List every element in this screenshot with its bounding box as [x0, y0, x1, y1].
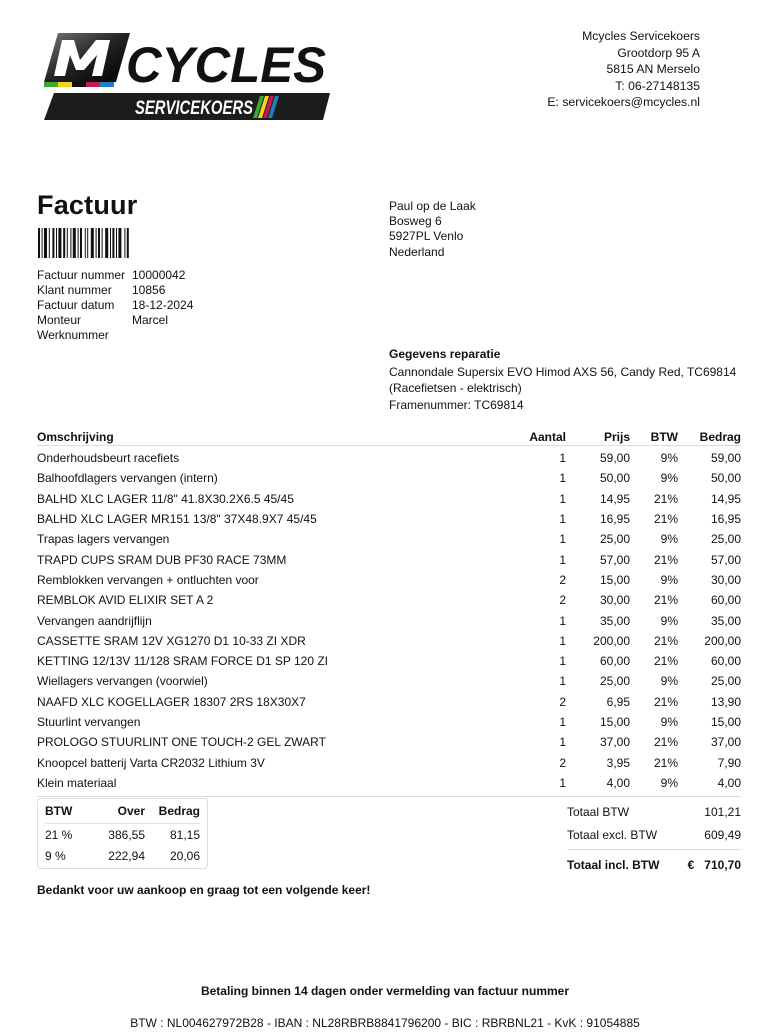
vat-amount: 20,06 — [169, 848, 200, 863]
repair-category: (Racefietsen - elektrisch) — [389, 381, 522, 395]
item-amount: 57,00 — [710, 552, 741, 567]
repair-title: Gegevens reparatie — [389, 347, 501, 361]
item-qty: 1 — [559, 532, 566, 547]
item-amount: 35,00 — [710, 613, 741, 628]
item-price: 25,00 — [599, 532, 630, 547]
item-price: 50,00 — [599, 471, 630, 486]
item-price: 35,00 — [599, 613, 630, 628]
item-price: 30,00 — [599, 593, 630, 608]
total-incl-amount — [688, 858, 741, 872]
header-description: Omschrijving — [37, 429, 114, 444]
item-qty: 2 — [559, 572, 566, 587]
item-description: Stuurlint vervangen — [37, 715, 141, 729]
meta-value: Marcel — [132, 313, 169, 327]
item-vat: 21% — [653, 593, 678, 608]
item-price: 57,00 — [599, 552, 630, 567]
total-incl-value: 710,70 — [704, 858, 741, 872]
table-row — [37, 631, 741, 651]
customer-country: Nederland — [389, 244, 445, 259]
table-row — [37, 773, 741, 793]
item-amount: 15,00 — [710, 715, 741, 729]
item-vat: 9% — [660, 532, 678, 547]
item-qty: 1 — [559, 633, 566, 648]
item-price: 3,95 — [606, 755, 630, 770]
item-amount: 200,00 — [704, 633, 741, 648]
logo-color-stripe — [72, 82, 86, 87]
customer-street: Bosweg 6 — [389, 214, 442, 229]
total-excl-row — [567, 823, 741, 846]
item-vat: 9% — [660, 572, 678, 587]
items-divider — [37, 796, 741, 797]
item-qty: 1 — [559, 735, 566, 750]
company-logo — [40, 30, 332, 122]
item-vat: 21% — [653, 755, 678, 770]
logo-color-stripe — [44, 82, 58, 87]
vat-rate: 21 % — [45, 827, 73, 842]
table-row — [37, 692, 741, 712]
vat-header-over: Over — [117, 804, 145, 818]
total-excl-label: Totaal excl. BTW — [567, 827, 658, 842]
vat-over: 222,94 — [108, 848, 145, 863]
barcode-icon — [38, 228, 160, 258]
item-description: CASSETTE SRAM 12V XG1270 D1 10-33 ZI XDR — [37, 633, 306, 648]
item-qty: 1 — [559, 775, 566, 790]
logo-brand-text: CYCLES — [126, 37, 326, 93]
meta-value: 10856 — [132, 283, 166, 297]
item-price: 14,95 — [599, 491, 630, 506]
header-vat: BTW — [650, 429, 678, 444]
table-row — [37, 509, 741, 529]
item-description: BALHD XLC LAGER MR151 13/8" 37X48.9X7 45/45 — [37, 512, 317, 527]
vat-header-rate: BTW — [45, 804, 73, 818]
item-description: NAAFD XLC KOGELLAGER 18307 2RS 18X30X7 — [37, 694, 306, 709]
item-qty: 1 — [559, 613, 566, 628]
company-city: 5815 AN Merselo — [606, 62, 700, 76]
item-price: 15,00 — [599, 715, 630, 729]
item-description: PROLOGO STUURLINT ONE TOUCH-2 GEL ZWART — [37, 735, 326, 750]
table-row — [37, 651, 741, 671]
vat-summary-row — [45, 845, 200, 866]
item-vat: 9% — [660, 613, 678, 628]
vat-summary-row — [45, 824, 200, 845]
item-description: Klein materiaal — [37, 775, 117, 790]
meta-label: Klant nummer — [37, 283, 112, 297]
item-qty: 1 — [559, 512, 566, 527]
company-name: Mcycles Servicekoers — [582, 29, 700, 43]
customer-name: Paul op de Laak — [389, 199, 476, 213]
table-row — [37, 671, 741, 691]
header-qty: Aantal — [529, 429, 566, 444]
logo-color-stripe — [86, 82, 100, 87]
totals — [567, 800, 741, 876]
item-vat: 21% — [653, 512, 678, 527]
item-vat: 9% — [660, 775, 678, 790]
item-amount: 59,00 — [710, 451, 741, 466]
item-price: 15,00 — [599, 572, 630, 587]
items-header — [37, 428, 741, 446]
total-excl-value: 609,49 — [704, 827, 741, 842]
item-vat: 9% — [660, 674, 678, 689]
item-description: BALHD XLC LAGER 11/8" 41.8X30.2X6.5 45/45 — [37, 491, 294, 506]
header-price: Prijs — [603, 429, 630, 444]
vat-summary-box — [37, 798, 208, 869]
item-amount: 4,00 — [717, 775, 741, 790]
item-price: 59,00 — [599, 451, 630, 466]
item-price: 37,00 — [599, 735, 630, 750]
meta-label: Factuur datum — [37, 298, 115, 312]
meta-row — [37, 298, 193, 313]
customer-address — [389, 199, 476, 260]
repair-frame: Framenummer: TC69814 — [389, 397, 524, 412]
item-qty: 1 — [559, 552, 566, 567]
item-amount: 30,00 — [710, 572, 741, 587]
item-vat: 9% — [660, 715, 678, 729]
item-qty: 2 — [559, 694, 566, 709]
company-street: Grootdorp 95 A — [617, 45, 700, 60]
item-vat: 21% — [653, 491, 678, 506]
item-price: 6,95 — [606, 694, 630, 709]
item-qty: 2 — [559, 593, 566, 608]
table-row — [37, 732, 741, 752]
table-row — [37, 610, 741, 630]
total-vat-row — [567, 800, 741, 823]
meta-row — [37, 268, 193, 283]
table-row — [37, 468, 741, 488]
vat-summary-header — [45, 799, 200, 824]
table-row — [37, 570, 741, 590]
item-description: Trapas lagers vervangen — [37, 532, 170, 547]
payment-terms: Betaling binnen 14 dagen onder vermelding van factuur nummer — [200, 984, 570, 998]
item-vat: 9% — [660, 451, 678, 466]
company-address — [547, 28, 700, 111]
item-qty: 1 — [559, 451, 566, 466]
item-amount: 25,00 — [710, 532, 741, 547]
item-description: KETTING 12/13V 11/128 SRAM FORCE D1 SP 120 ZI — [37, 654, 329, 669]
item-vat: 21% — [653, 552, 678, 567]
meta-label: Monteur — [37, 313, 82, 327]
meta-row — [37, 328, 193, 343]
item-description: REMBLOK AVID ELIXIR SET A 2 — [37, 593, 214, 608]
table-row — [37, 712, 741, 732]
totals-divider — [567, 849, 741, 850]
mcycles-logo-icon — [40, 30, 332, 122]
meta-label: Factuur nummer — [37, 268, 126, 282]
table-row — [37, 590, 741, 610]
logo-color-stripe — [58, 82, 72, 87]
item-amount: 13,90 — [710, 694, 741, 709]
total-incl-row — [567, 854, 741, 876]
vat-header-amount: Bedrag — [158, 804, 200, 818]
item-amount: 25,00 — [710, 674, 741, 689]
item-qty: 1 — [559, 471, 566, 486]
total-vat-value: 101,21 — [704, 804, 741, 819]
meta-value: 18-12-2024 — [132, 298, 194, 312]
invoice-meta — [37, 268, 193, 343]
item-description: TRAPD CUPS SRAM DUB PF30 RACE 73MM — [37, 552, 287, 567]
item-description: Wiellagers vervangen (voorwiel) — [37, 674, 208, 689]
meta-value: 10000042 — [132, 268, 186, 282]
table-row — [37, 529, 741, 549]
item-description: Remblokken vervangen + ontluchten voor — [37, 572, 259, 587]
item-amount: 16,95 — [710, 512, 741, 527]
item-description: Balhoofdlagers vervangen (intern) — [37, 471, 218, 486]
total-vat-label: Totaal BTW — [567, 804, 630, 819]
item-vat: 9% — [660, 471, 678, 486]
item-price: 60,00 — [599, 654, 630, 669]
item-qty: 2 — [559, 755, 566, 770]
bank-details: BTW : NL004627972B28 - IBAN : NL28RBRB8841796200 - BIC : RBRBNL21 - KvK : 91054885 — [130, 1016, 640, 1030]
item-description: Knoopcel batterij Varta CR2032 Lithium 3V — [37, 755, 265, 770]
meta-row — [37, 283, 193, 298]
item-vat: 21% — [653, 694, 678, 709]
item-amount: 7,90 — [717, 755, 741, 770]
company-email: E: servicekoers@mcycles.nl — [547, 95, 700, 109]
item-amount: 14,95 — [710, 491, 741, 506]
item-price: 4,00 — [606, 775, 630, 790]
item-amount: 37,00 — [710, 735, 741, 750]
repair-bike: Cannondale Supersix EVO Himod AXS 56, Candy Red, TC69814 — [389, 364, 737, 379]
item-price: 25,00 — [599, 674, 630, 689]
item-amount: 50,00 — [710, 471, 741, 486]
item-qty: 1 — [559, 674, 566, 689]
logo-sub-text: SERVICEKOERS — [135, 98, 254, 119]
item-qty: 1 — [559, 654, 566, 669]
table-row — [37, 489, 741, 509]
company-phone: T: 06-27148135 — [615, 78, 700, 93]
customer-city: 5927PL Venlo — [389, 229, 464, 244]
item-price: 200,00 — [593, 633, 630, 648]
total-incl-label: Totaal incl. BTW — [567, 858, 660, 872]
item-description: Onderhoudsbeurt racefiets — [37, 451, 180, 466]
repair-details — [389, 346, 736, 413]
items-table — [37, 428, 741, 797]
meta-row — [37, 313, 193, 328]
item-qty: 1 — [559, 715, 566, 729]
table-row — [37, 448, 741, 468]
item-vat: 21% — [653, 633, 678, 648]
item-qty: 1 — [559, 491, 566, 506]
item-amount: 60,00 — [710, 654, 741, 669]
item-vat: 21% — [653, 735, 678, 750]
vat-rate: 9 % — [45, 848, 66, 863]
meta-label: Werknummer — [37, 328, 109, 342]
item-amount: 60,00 — [710, 593, 741, 608]
currency-symbol: € — [687, 858, 695, 872]
header-amount: Bedrag — [699, 429, 741, 444]
table-row — [37, 752, 741, 772]
vat-amount: 81,15 — [169, 827, 200, 842]
item-price: 16,95 — [599, 512, 630, 527]
thank-you-message: Bedankt voor uw aankoop en graag tot een volgende keer! — [37, 883, 371, 897]
table-row — [37, 549, 741, 569]
page-title: Factuur — [37, 190, 138, 220]
item-description: Vervangen aandrijflijn — [37, 613, 152, 628]
vat-over: 386,55 — [108, 827, 145, 842]
items-body — [37, 448, 741, 793]
logo-color-stripe — [100, 82, 114, 87]
item-vat: 21% — [653, 654, 678, 669]
